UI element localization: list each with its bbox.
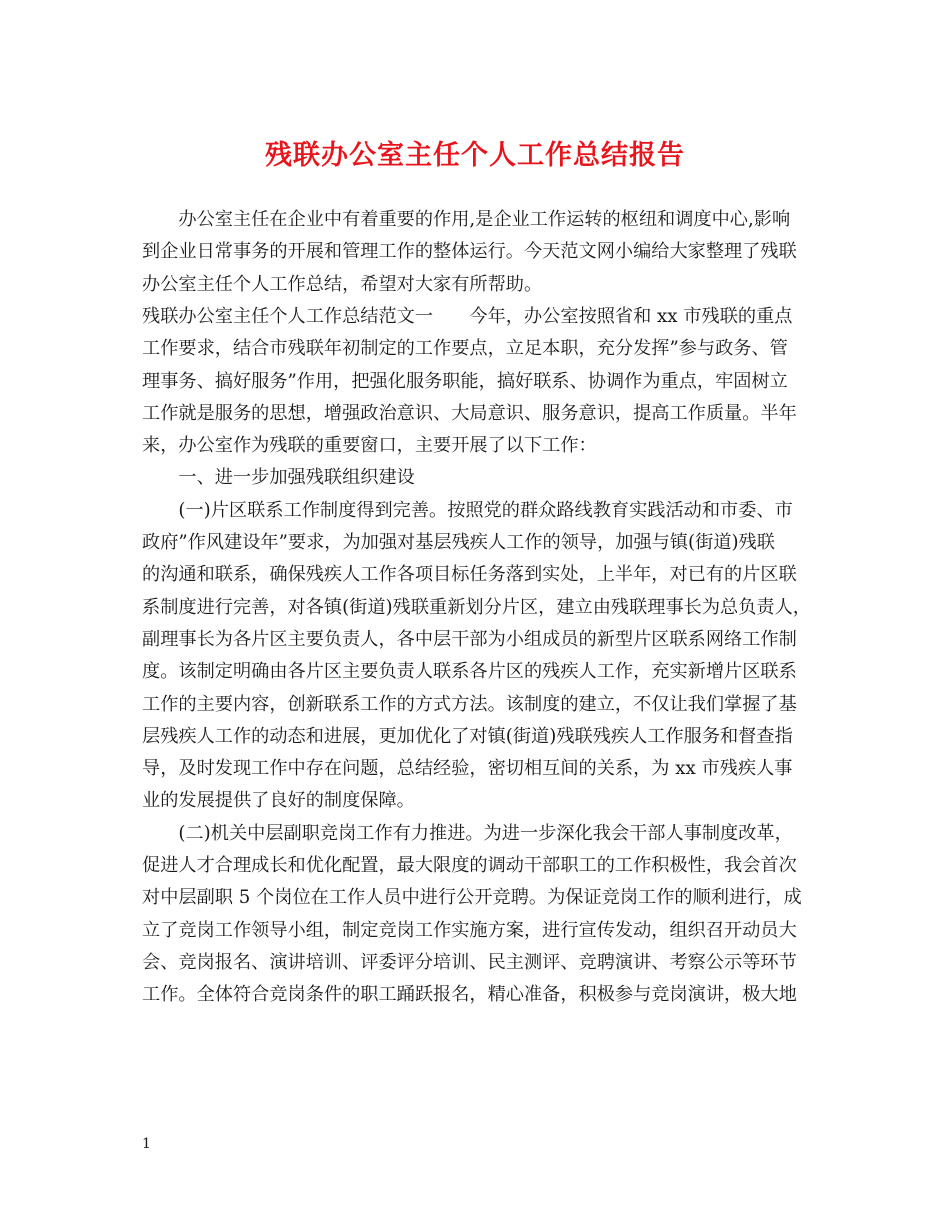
body-text-line: 理事务、搞好服务”作用，把强化服务职能，搞好联系、协调作为重点，牢固树立 (142, 370, 788, 392)
body-text-line: 促进人才合理成长和优化配置，最大限度的调动干部职工的工作积极性，我会首次 (142, 855, 797, 876)
body-text-line: 一、进一步加强残联组织建设 (142, 467, 415, 489)
body-text-line: 到企业日常事务的开展和管理工作的整体运行。今天范文网小编给大家整理了残联 (142, 241, 797, 263)
body-text-line: 导，及时发现工作中存在问题，总结经验，密切相互间的关系，为 xx 市残疾人事 (142, 758, 793, 780)
body-text-line: 工作的主要内容，创新联系工作的方式方法。该制度的建立，不仅让我们掌握了基 (142, 693, 797, 715)
body-text-line: 来，办公室作为残联的重要窗口，主要开展了以下工作： (142, 435, 597, 457)
body-text-line: 工作要求，结合市残联年初制定的工作要点，立足本职，充分发挥”参与政务、管 (142, 338, 788, 360)
body-text-line: 立了竞岗工作领导小组，制定竞岗工作实施方案，进行宣传发动，组织召开动员大 (142, 919, 797, 941)
body-text-line: 副理事长为各片区主要负责人，各中层干部为小组成员的新型片区联系网络工作制 (142, 628, 797, 650)
body-text-line: 度。该制定明确由各片区主要负责人联系各片区的残疾人工作，充实新增片区联系 (142, 661, 797, 683)
body-text-line: 业的发展提供了良好的制度保障。 (142, 790, 415, 812)
body-text-line: 残联办公室主任个人工作总结范文一 今年，办公室按照省和 xx 市残联的重点 (142, 305, 793, 327)
body-text-line: (一)片区联系工作制度得到完善。按照党的群众路线教育实践活动和市委、市 (142, 499, 793, 521)
body-text-line: 对中层副职 5 个岗位在工作人员中进行公开竞聘。为保证竞岗工作的顺利进行，成 (142, 887, 802, 909)
body-text-line: 工作就是服务的思想，增强政治意识、大局意识、服务意识，提高工作质量。半年 (142, 402, 797, 424)
body-text-line: 系制度进行完善，对各镇(街道)残联重新划分片区，建立由残联理事长为总负责人， (142, 596, 811, 618)
body-text-line: 工作。全体符合竞岗条件的职工踊跃报名，精心准备，积极参与竞岗演讲，极大地 (142, 984, 797, 1006)
body-text-line: 会、竞岗报名、演讲培训、评委评分培训、民主测评、竞聘演讲、考察公示等环节 (142, 951, 797, 973)
body-text-line: 层残疾人工作的动态和进展，更加优化了对镇(街道)残联残疾人工作服务和督查指 (142, 725, 793, 747)
document-title: 残联办公室主任个人工作总结报告 (265, 140, 685, 171)
body-text-line: 办公室主任在企业中有着重要的作用,是企业工作运转的枢纽和调度中心,影响 (142, 209, 791, 230)
body-text-line: (二)机关中层副职竞岗工作有力推进。为进一步深化我会干部人事制度改革， (142, 822, 793, 844)
body-text-line: 办公室主任个人工作总结，希望对大家有所帮助。 (142, 273, 543, 295)
body-text-line: 政府”作风建设年”要求，为加强对基层残疾人工作的领导，加强与镇(街道)残联 (142, 532, 775, 553)
body-text-line: 的沟通和联系，确保残疾人工作各项目标任务落到实处，上半年，对已有的片区联 (142, 564, 797, 586)
page-number: 1 (142, 1136, 151, 1152)
